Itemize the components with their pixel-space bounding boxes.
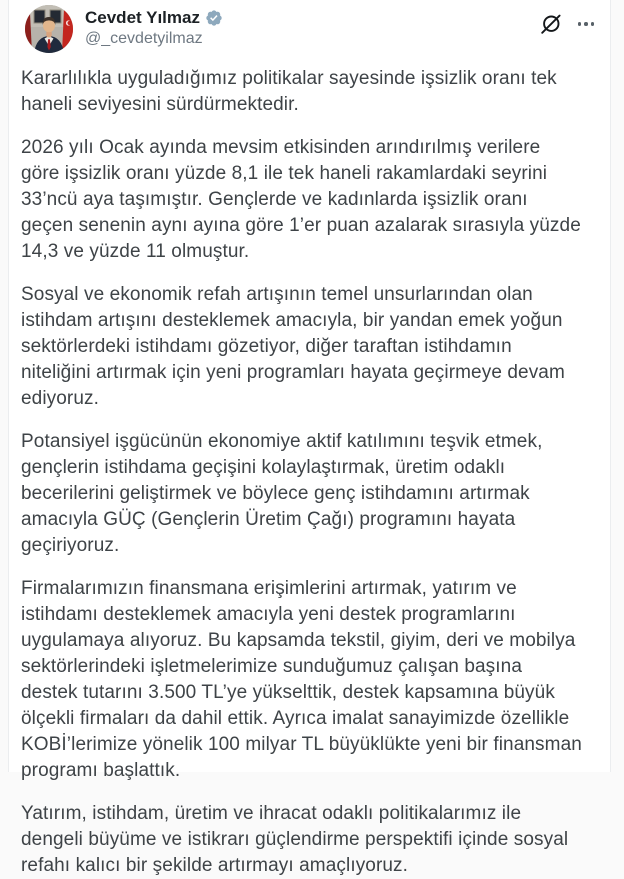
display-name[interactable]: Cevdet Yılmaz <box>85 8 200 27</box>
author-block[interactable] <box>85 5 540 49</box>
tweet-paragraph: Kararlılıkla uyguladığımız politikalar sayesinde işsizlik oranı tek haneli seviyesini sürdürmektedir. <box>21 68 557 115</box>
header-actions <box>540 5 597 35</box>
tweet-header <box>9 0 610 53</box>
timeline-column <box>8 0 611 876</box>
tweet-paragraph: 2026 yılı Ocak ayında mevsim etkisinden arındırılmış verilere göre işsizlik oranı yüzde 8,1 ile tek haneli rakamlardaki seyrini 33’ncü aya taşımıştır. Gençlerde ve kadınlarda işsizlik oranı geçen senenin aynı ayına göre 1’er puan azalarak sırasıyla yüzde 14,3 ve yüzde 11 olmuştur. <box>21 137 581 262</box>
grok-icon[interactable] <box>540 13 562 35</box>
ellipsis-dot <box>578 22 582 26</box>
tweet-paragraph: Potansiyel işgücünün ekonomiye aktif katılımını teşvik etmek, gençlerin istihdama geçişini kolaylaştırmak, üretim odaklı becerilerini geliştirmek ve böylece genç istihdamını artırmak amacıyla GÜÇ (Gençlerin Üretim Çağı) programını hayata geçiriyoruz. <box>21 431 543 556</box>
tweet-paragraph: Sosyal ve ekonomik refah artışının temel unsurlarından olan istihdam artışını desteklemek amacıyla, bir yandan emek yoğun sektörlerdeki istihdamı gözetiyor, diğer taraftan istihdamın niteliğini artırmak için yeni programları hayata geçirmeye devam ediyoruz. <box>21 284 565 409</box>
avatar[interactable] <box>25 5 73 53</box>
tweet-paragraph: Firmalarımızın finansmana erişimlerini artırmak, yatırım ve istihdamı desteklemek amacıyla yeni destek programlarını uygulamaya alıyoruz. Bu kapsamda tekstil, giyim, deri ve mobilya sektörlerindeki işletmelerimize sunduğumuz çalışan başına destek tutarını 3.500 TL’ye yükselttik, destek kapsamına büyük ölçekli firmaları da dahil ettik. Ayrıca imalat sanayimizde özellikle KOBİ’lerimize yönelik 100 milyar TL büyüklükte yeni bir finansman programı başlattık. <box>21 578 582 781</box>
avatar-image <box>25 5 73 53</box>
verified-badge-icon <box>205 9 223 27</box>
tweet <box>9 0 610 879</box>
ellipsis-dot <box>584 22 588 26</box>
ellipsis-dot <box>591 22 595 26</box>
user-handle[interactable]: @_cevdetyilmaz <box>85 30 203 47</box>
more-button[interactable] <box>578 18 595 30</box>
tweet-text <box>9 53 610 879</box>
tweet-paragraph: Yatırım, istihdam, üretim ve ihracat odaklı politikalarımız ile dengeli büyüme ve istikrarı güçlendirme perspektifi içinde sosyal refahı kalıcı bir şekilde artırmayı amaçlıyoruz. <box>21 803 569 876</box>
